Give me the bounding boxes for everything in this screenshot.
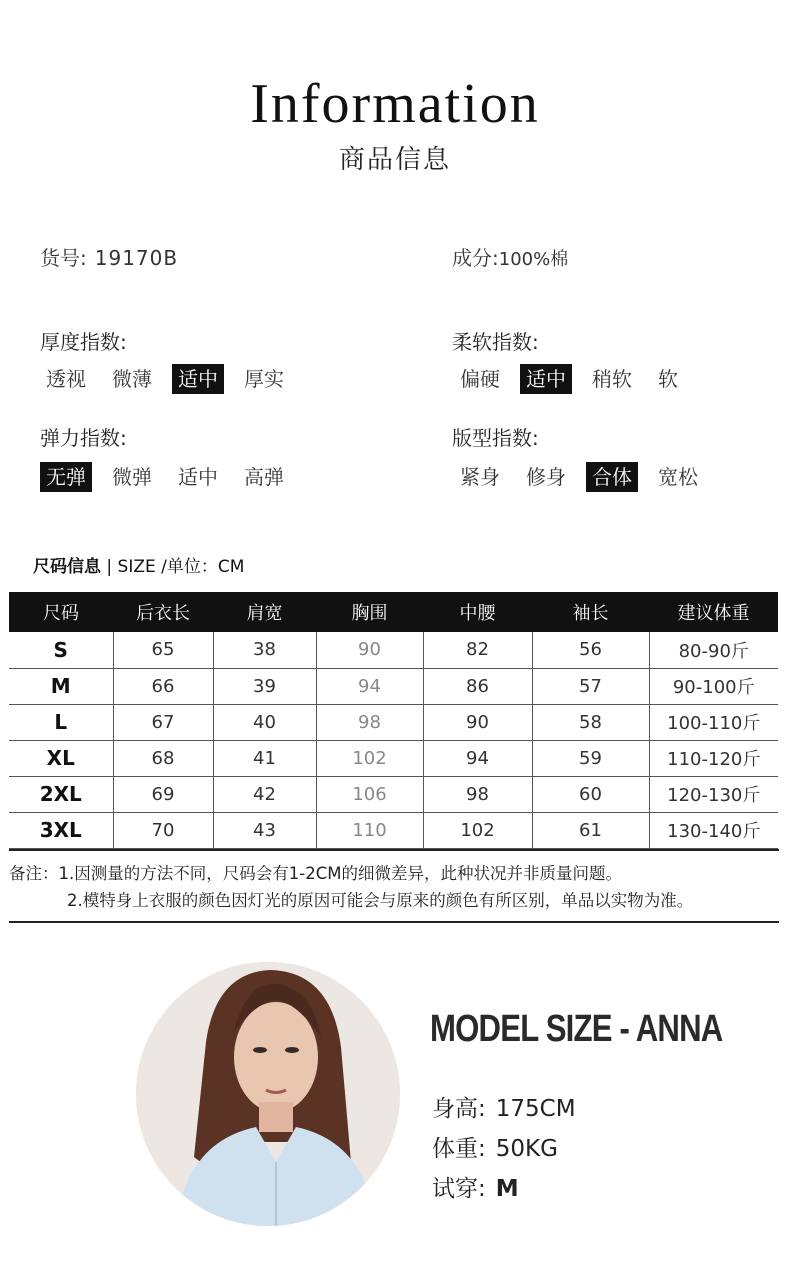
fit-option: 宽松 bbox=[658, 465, 698, 489]
page-subtitle: 商品信息 bbox=[338, 145, 451, 175]
table-cell: 86 bbox=[423, 668, 532, 704]
table-row bbox=[9, 776, 778, 812]
size-heading-bold: 尺码信息 bbox=[33, 557, 101, 577]
size-cell: S bbox=[9, 632, 113, 668]
elasticity-options bbox=[40, 461, 304, 493]
size-cell: M bbox=[9, 668, 113, 704]
fit-options bbox=[454, 461, 718, 493]
table-cell: 94 bbox=[423, 740, 532, 776]
thickness-option: 透视 bbox=[46, 367, 86, 391]
table-cell: 98 bbox=[423, 776, 532, 812]
table-cell: 110-120斤 bbox=[649, 740, 778, 776]
height-label: 身高: bbox=[432, 1096, 486, 1122]
fit-option-selected: 合体 bbox=[586, 462, 638, 492]
table-cell: 57 bbox=[532, 668, 649, 704]
softness-option: 软 bbox=[658, 367, 678, 391]
softness-label: 柔软指数: bbox=[452, 330, 539, 354]
size-table bbox=[9, 592, 778, 849]
table-cell: 70 bbox=[113, 812, 213, 848]
table-cell: 38 bbox=[213, 632, 316, 668]
softness-option: 稍软 bbox=[592, 367, 632, 391]
sku-label: 货号: bbox=[40, 246, 87, 270]
sku-value: 19170B bbox=[94, 246, 179, 270]
notes bbox=[9, 860, 781, 914]
column-header: 胸围 bbox=[316, 592, 423, 632]
elasticity-option-selected: 无弹 bbox=[40, 462, 92, 492]
table-cell: 100-110斤 bbox=[649, 704, 778, 740]
note-line-2: 2.模特身上衣服的颜色因灯光的原因可能会与原来的颜色有所区别，单品以实物为准。 bbox=[67, 891, 694, 910]
model-weight bbox=[432, 1130, 558, 1163]
size-chart-heading bbox=[33, 552, 244, 577]
table-cell: 65 bbox=[113, 632, 213, 668]
sku-info bbox=[40, 242, 178, 271]
elasticity-option: 高弹 bbox=[244, 465, 284, 489]
fit-option: 紧身 bbox=[460, 465, 500, 489]
height-value: 175CM bbox=[495, 1096, 576, 1122]
fit-option: 修身 bbox=[526, 465, 566, 489]
thickness-option: 微薄 bbox=[112, 367, 152, 391]
elasticity-option: 适中 bbox=[178, 465, 218, 489]
table-cell: 110 bbox=[316, 812, 423, 848]
table-cell: 90 bbox=[423, 704, 532, 740]
weight-label: 体重: bbox=[432, 1136, 486, 1162]
thickness-options bbox=[40, 363, 304, 395]
table-cell: 41 bbox=[213, 740, 316, 776]
table-cell: 102 bbox=[423, 812, 532, 848]
size-cell: XL bbox=[9, 740, 113, 776]
size-cell: 2XL bbox=[9, 776, 113, 812]
thickness-option-selected: 适中 bbox=[172, 364, 224, 394]
model-tryon bbox=[432, 1170, 519, 1203]
table-cell: 90-100斤 bbox=[649, 668, 778, 704]
table-cell: 98 bbox=[316, 704, 423, 740]
fit-label: 版型指数: bbox=[452, 426, 539, 450]
table-row bbox=[9, 812, 778, 848]
table-cell: 80-90斤 bbox=[649, 632, 778, 668]
table-cell: 61 bbox=[532, 812, 649, 848]
thickness-option: 厚实 bbox=[244, 367, 284, 391]
table-cell: 94 bbox=[316, 668, 423, 704]
size-table-header bbox=[9, 592, 778, 632]
elasticity-option: 微弹 bbox=[112, 465, 152, 489]
table-cell: 39 bbox=[213, 668, 316, 704]
column-header: 建议体重 bbox=[649, 592, 778, 632]
column-header: 后衣长 bbox=[113, 592, 213, 632]
model-photo bbox=[136, 962, 400, 1226]
table-cell: 82 bbox=[423, 632, 532, 668]
table-cell: 90 bbox=[316, 632, 423, 668]
model-title: MODEL SIZE - ANNA bbox=[430, 1008, 723, 1050]
table-cell: 43 bbox=[213, 812, 316, 848]
table-cell: 130-140斤 bbox=[649, 812, 778, 848]
table-cell: 40 bbox=[213, 704, 316, 740]
page-title: Information bbox=[250, 73, 540, 135]
softness-option: 偏硬 bbox=[460, 367, 500, 391]
divider bbox=[9, 921, 779, 923]
elasticity-label: 弹力指数: bbox=[40, 426, 127, 450]
material-label: 成分: bbox=[452, 246, 499, 270]
table-cell: 66 bbox=[113, 668, 213, 704]
table-cell: 67 bbox=[113, 704, 213, 740]
tryon-label: 试穿: bbox=[432, 1176, 486, 1202]
table-cell: 69 bbox=[113, 776, 213, 812]
table-row bbox=[9, 740, 778, 776]
divider bbox=[9, 849, 779, 851]
table-row bbox=[9, 704, 778, 740]
softness-option-selected: 适中 bbox=[520, 364, 572, 394]
column-header: 肩宽 bbox=[213, 592, 316, 632]
table-cell: 60 bbox=[532, 776, 649, 812]
size-cell: L bbox=[9, 704, 113, 740]
table-row bbox=[9, 632, 778, 668]
model-height bbox=[432, 1090, 576, 1123]
weight-value: 50KG bbox=[495, 1136, 558, 1162]
table-cell: 68 bbox=[113, 740, 213, 776]
table-cell: 59 bbox=[532, 740, 649, 776]
table-cell: 58 bbox=[532, 704, 649, 740]
table-cell: 42 bbox=[213, 776, 316, 812]
size-cell: 3XL bbox=[9, 812, 113, 848]
size-heading-unit: | SIZE /单位：CM bbox=[106, 557, 245, 577]
softness-options bbox=[454, 363, 698, 395]
table-cell: 56 bbox=[532, 632, 649, 668]
tryon-value: M bbox=[495, 1176, 519, 1202]
table-cell: 120-130斤 bbox=[649, 776, 778, 812]
table-cell: 102 bbox=[316, 740, 423, 776]
column-header: 尺码 bbox=[9, 592, 113, 632]
table-cell: 106 bbox=[316, 776, 423, 812]
note-line-1: 备注：1.因测量的方法不同，尺码会有1-2CM的细微差异，此种状况并非质量问题。 bbox=[9, 864, 622, 883]
material-info bbox=[452, 242, 568, 271]
table-row bbox=[9, 668, 778, 704]
thickness-label: 厚度指数: bbox=[40, 330, 127, 354]
column-header: 袖长 bbox=[532, 592, 649, 632]
material-value: 100%棉 bbox=[498, 249, 569, 270]
column-header: 中腰 bbox=[423, 592, 532, 632]
